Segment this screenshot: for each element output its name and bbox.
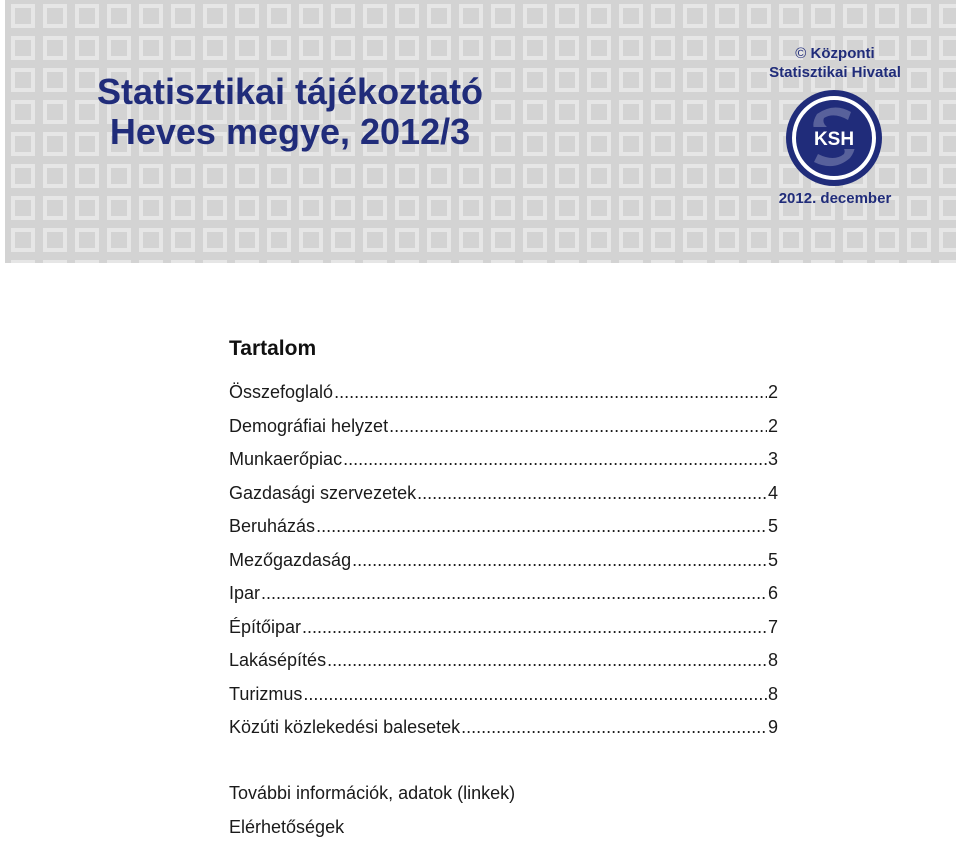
logo-text: KSH xyxy=(813,129,855,150)
ksh-logo xyxy=(784,88,884,188)
organization-name xyxy=(750,44,920,82)
toc-entry-label: Lakásépítés xyxy=(229,650,327,670)
toc-leader-dots xyxy=(261,583,767,604)
toc-entry[interactable] xyxy=(229,449,778,483)
toc-entry-page: 8 xyxy=(767,683,778,704)
toc-entry-label: Demográfiai helyzet xyxy=(229,415,389,436)
toc-entry[interactable] xyxy=(229,382,778,416)
toc-entry-label: Beruházás xyxy=(229,516,316,536)
toc-leader-dots xyxy=(352,550,767,571)
toc-entry-page: 5 xyxy=(767,516,778,536)
contacts-link[interactable]: Elérhetőségek xyxy=(229,817,345,837)
org-name-line-2: Statisztikai Hivatal xyxy=(769,64,901,81)
toc-leader-dots xyxy=(316,516,767,537)
toc-entry-label: Munkaerőpiac xyxy=(229,449,343,469)
toc-entry-label: Mezőgazdaság xyxy=(229,549,352,570)
toc-entry-page: 5 xyxy=(767,549,778,570)
toc-entry-page: 2 xyxy=(767,382,778,402)
title-line-1: Statisztikai tájékoztató xyxy=(96,71,484,112)
toc-entry-label: Ipar xyxy=(229,583,261,603)
toc-entry-page: 7 xyxy=(767,616,778,637)
toc-entry-page: 9 xyxy=(767,717,778,737)
page-title xyxy=(75,72,505,152)
toc-entry[interactable] xyxy=(229,650,778,684)
toc-entry[interactable] xyxy=(229,617,778,651)
toc-entry-page: 6 xyxy=(767,583,778,603)
toc-leader-dots xyxy=(334,382,767,403)
toc-entry-page: 4 xyxy=(767,482,778,503)
toc-entry-page: 3 xyxy=(767,449,778,469)
toc-leader-dots xyxy=(461,717,767,738)
toc-entry-label: Építőipar xyxy=(229,616,302,637)
copyright-icon: © xyxy=(795,45,807,62)
toc-entry[interactable] xyxy=(229,416,778,450)
header-band xyxy=(5,0,956,263)
title-line-2: Heves megye, 2012/3 xyxy=(109,111,471,152)
toc-entry-page: 8 xyxy=(767,650,778,670)
org-name-line-1: Központi xyxy=(810,45,875,62)
toc-entry[interactable] xyxy=(229,483,778,517)
toc-entry[interactable] xyxy=(229,717,778,751)
table-of-contents xyxy=(229,382,778,751)
toc-entry-page: 2 xyxy=(767,415,778,436)
toc-entry-label: Turizmus xyxy=(229,683,303,704)
toc-leader-dots xyxy=(417,483,767,504)
toc-entry[interactable] xyxy=(229,550,778,584)
toc-leader-dots xyxy=(389,416,767,437)
publication-date: 2012. december xyxy=(778,190,892,207)
toc-entry[interactable] xyxy=(229,583,778,617)
toc-leader-dots xyxy=(343,449,767,470)
toc-leader-dots xyxy=(327,650,767,671)
toc-title: Tartalom xyxy=(229,337,317,360)
toc-leader-dots xyxy=(303,684,767,705)
toc-entry-label: Összefoglaló xyxy=(229,382,334,402)
toc-entry-label: Gazdasági szervezetek xyxy=(229,482,417,503)
toc-leader-dots xyxy=(302,617,767,638)
toc-entry[interactable] xyxy=(229,684,778,718)
toc-entry[interactable] xyxy=(229,516,778,550)
toc-entry-label: Közúti közlekedési balesetek xyxy=(229,717,461,737)
more-info-link[interactable]: További információk, adatok (linkek) xyxy=(229,783,516,803)
